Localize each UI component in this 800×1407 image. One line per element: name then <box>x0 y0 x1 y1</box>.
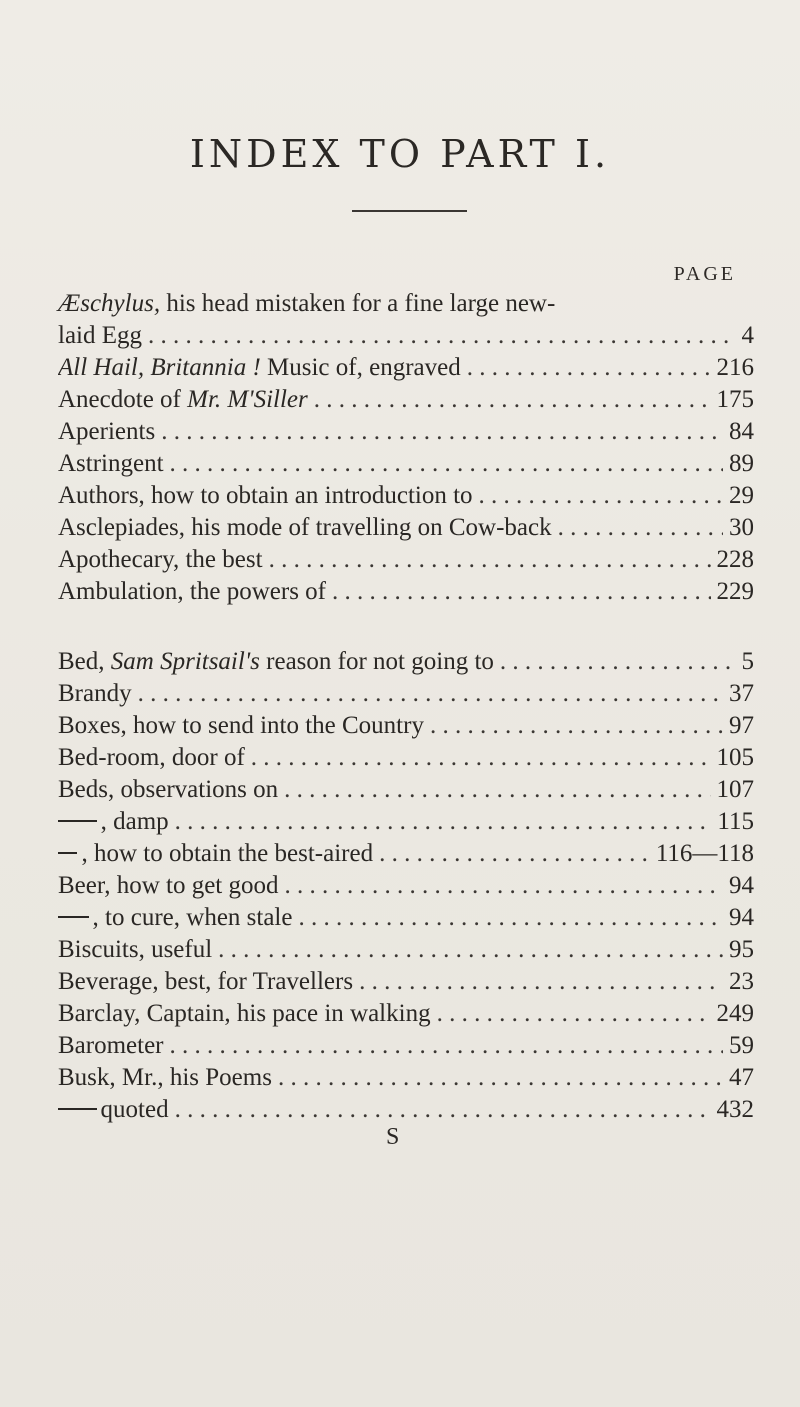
entry-text <box>58 352 461 384</box>
dot-leader <box>170 1030 723 1062</box>
index-entry-0 <box>58 288 555 320</box>
entry-page: 30 <box>729 514 754 541</box>
dot-leader <box>359 966 723 998</box>
entry-text: Boxes, how to send into the Country <box>58 712 424 739</box>
entry-page: 84 <box>729 418 754 445</box>
index-entry-10 <box>58 646 754 678</box>
entry-page: 59 <box>729 1032 754 1059</box>
dot-leader <box>148 320 735 352</box>
entry-text: , to cure, when stale <box>92 904 293 931</box>
entry-text: Asclepiades, his mode of travelling on Cow-back <box>58 514 552 541</box>
index-entry-1 <box>58 320 754 352</box>
ditto-dash <box>58 916 89 918</box>
index-entry-16 <box>58 838 754 870</box>
entry-italic: All Hail, Britannia ! <box>58 354 261 381</box>
index-entry-18 <box>58 902 754 934</box>
dot-leader <box>161 416 723 448</box>
index-entry-15 <box>58 806 754 838</box>
dot-leader <box>251 742 711 774</box>
index-entry-3 <box>58 384 754 416</box>
entry-text <box>58 646 494 678</box>
entry-italic: Sam Spritsail's <box>110 648 260 675</box>
entry-page: 432 <box>716 1096 754 1123</box>
entry-page: 216 <box>716 354 754 381</box>
dot-leader <box>479 480 723 512</box>
index-entry-20 <box>58 966 754 998</box>
signature-mark: S <box>386 1124 400 1150</box>
ditto-dash <box>58 820 97 822</box>
entry-text: Busk, Mr., his Poems <box>58 1064 272 1091</box>
index-entry-6 <box>58 480 754 512</box>
ditto-dash <box>58 852 77 854</box>
index-entry-7 <box>58 512 754 544</box>
index-entry-9 <box>58 576 754 608</box>
entry-text: quoted <box>100 1096 169 1123</box>
dot-leader <box>298 902 723 934</box>
dot-leader <box>558 512 723 544</box>
dot-leader <box>278 1062 723 1094</box>
entry-text <box>58 384 308 416</box>
page-title: INDEX TO PART I. <box>189 132 611 176</box>
dot-leader <box>175 1094 711 1126</box>
entry-text: Barometer <box>58 1032 164 1059</box>
entry-text-rest: Music of, engraved <box>260 354 461 381</box>
dot-leader <box>430 710 723 742</box>
entry-text: Apothecary, the best <box>58 546 263 573</box>
index-entry-21 <box>58 998 754 1030</box>
entry-page: 95 <box>729 936 754 963</box>
dot-leader <box>175 806 712 838</box>
entry-text-rest: Anecdote of <box>58 386 188 413</box>
entry-page: 47 <box>729 1064 754 1091</box>
entry-text: Authors, how to obtain an introduction to <box>58 482 473 509</box>
entry-page: 116—118 <box>655 840 754 867</box>
index-entry-17 <box>58 870 754 902</box>
entry-page: 94 <box>729 872 754 899</box>
entry-page: 5 <box>741 648 754 675</box>
entry-text: Biscuits, useful <box>58 936 213 963</box>
index-entry-12 <box>58 710 754 742</box>
entry-text: Aperients <box>58 418 156 445</box>
dot-leader <box>332 576 710 608</box>
entry-page: 228 <box>716 546 754 573</box>
index-entry-13 <box>58 742 754 774</box>
entry-page: 105 <box>716 744 754 771</box>
entry-page: 37 <box>729 680 754 707</box>
entry-page: 115 <box>717 808 754 835</box>
entry-text: Ambulation, the powers of <box>58 578 327 605</box>
dot-leader <box>138 678 723 710</box>
index-entry-24 <box>58 1094 754 1126</box>
entry-page: 29 <box>729 482 754 509</box>
dot-leader <box>467 352 711 384</box>
entry-text-rest: Bed, <box>58 648 111 675</box>
index-entry-23 <box>58 1062 754 1094</box>
dot-leader <box>284 870 723 902</box>
entry-page: 89 <box>729 450 754 477</box>
entry-text: , how to obtain the best-aired <box>81 840 374 867</box>
index-entry-22 <box>58 1030 754 1062</box>
entry-text: , damp <box>100 808 169 835</box>
dot-leader <box>170 448 723 480</box>
entry-text: Beverage, best, for Travellers <box>58 968 354 995</box>
index-entry-14 <box>58 774 754 806</box>
entry-page: 97 <box>729 712 754 739</box>
entry-text-tail: reason for not going to <box>259 648 494 675</box>
ditto-dash <box>58 1108 97 1110</box>
entry-page: 229 <box>716 578 754 605</box>
entry-italic: Æschylus, <box>58 290 161 317</box>
entry-page: 249 <box>716 1000 754 1027</box>
entry-text: Beer, how to get good <box>58 872 279 899</box>
title-rule <box>352 210 467 212</box>
entry-italic: Mr. M'Siller <box>187 386 308 413</box>
page-column-heading: PAGE <box>673 263 736 285</box>
dot-leader <box>218 934 723 966</box>
dot-leader <box>284 774 710 806</box>
index-entry-8 <box>58 544 754 576</box>
entry-text: Astringent <box>58 450 164 477</box>
dot-leader <box>269 544 711 576</box>
entry-page: 107 <box>716 776 754 803</box>
dot-leader <box>379 838 650 870</box>
index-entry-5 <box>58 448 754 480</box>
entry-text: his head mistaken for a fine large new- <box>160 290 556 317</box>
index-entry-2 <box>58 352 754 384</box>
entry-text: Beds, observations on <box>58 776 279 803</box>
entry-text: laid Egg <box>58 322 143 349</box>
entry-text: Barclay, Captain, his pace in walking <box>58 1000 431 1027</box>
index-entry-4 <box>58 416 754 448</box>
index-entry-11 <box>58 678 754 710</box>
entry-text: Bed-room, door of <box>58 744 245 771</box>
dot-leader <box>500 646 736 678</box>
dot-leader <box>437 998 711 1030</box>
entry-page: 175 <box>716 386 754 413</box>
entry-page: 4 <box>741 322 754 349</box>
index-entry-19 <box>58 934 754 966</box>
dot-leader <box>314 384 711 416</box>
entry-text: Brandy <box>58 680 132 707</box>
entry-page: 23 <box>729 968 754 995</box>
entry-page: 94 <box>729 904 754 931</box>
